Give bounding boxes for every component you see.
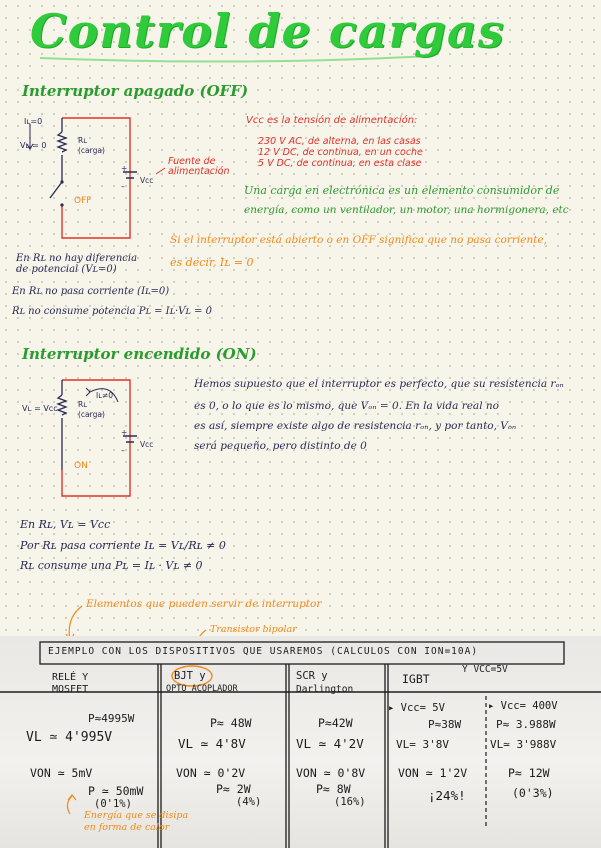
section-on-heading: Interruptor encendido (ON) (22, 345, 257, 363)
vcc-line-2: 12 V DC, de continua, en un coche (258, 147, 423, 158)
off-note-3: En Rʟ no pasa corriente (Iʟ=0) (12, 286, 170, 297)
circuit-on-plus: + (121, 428, 128, 437)
col1-pct: (0'1%) (94, 798, 132, 810)
circuit-off-carga: (carga) (78, 146, 105, 155)
col4-p-b: P≈ 3.988W (496, 718, 556, 731)
col1-pon: P ≃ 50mW (88, 784, 144, 798)
col2-pon: P≈ 2W (216, 782, 251, 796)
vcc-definition: Vcc es la tensión de alimentación: (246, 115, 418, 126)
col2-name-1: BJT y (174, 670, 206, 682)
col1-von: VON ≃ 5mV (30, 766, 93, 780)
elements-annotation: Elementos que pueden servir de interruptor (86, 598, 322, 610)
col4-pct-a: ¡24%! (428, 788, 466, 803)
col4-pct-b: (0'3%) (512, 786, 554, 800)
col4-vcc-a: ▸ Vcc= 5V (388, 702, 445, 714)
carga-definition-1: Una carga en electrónica es un elemento consumidor de (244, 184, 560, 197)
col4-name: IGBT (402, 672, 430, 686)
circuit-on-vl: Vʟ = Vᴄᴄ (22, 404, 58, 413)
off-note-2: de potencial (Vʟ=0) (16, 264, 117, 275)
vcc-line-1: 230 V AC, de alterna, en las casas (258, 136, 421, 147)
table-header-2: Y VCC=5V (462, 664, 508, 675)
ideal-note-4: será pequeño, pero distinto de 0 (194, 440, 367, 452)
col2-p: P≈ 48W (210, 716, 252, 730)
circuit-off-plus: + (121, 164, 128, 173)
on-note-1: En Rʟ, Vʟ = Vcc (20, 518, 111, 531)
circuit-off-il: Iʟ=0 (24, 117, 43, 126)
off-note-4: Rʟ no consume potencia Pʟ = Iʟ·Vʟ = 0 (12, 306, 212, 317)
circuit-off-vl: Vʟ = 0 (20, 141, 47, 150)
fuente-note-2: alimentación (168, 166, 230, 177)
vcc-line-3: 5 V DC, de continua, en esta clase (258, 158, 422, 169)
energy-annotation-2: en forma de calor (84, 822, 170, 833)
col1-p: P≈4995W (88, 712, 135, 725)
ideal-note-1: Hemos supuesto que el interruptor es perfecto, que su resistencia rₒₙ (194, 378, 564, 390)
col4-p-a: P≈38W (428, 718, 462, 731)
circuit-on-il: Iʟ≠0 (96, 391, 114, 400)
col3-vl: VL ≃ 4'2V (296, 736, 364, 751)
open-switch-note-2: es decir, Iʟ = 0 (170, 256, 254, 269)
col2-von: VON ≃ 0'2V (176, 766, 246, 780)
col1-name-2: MOSFET (52, 684, 89, 695)
circuit-off-rl: Rʟ (78, 136, 88, 145)
table-photo (0, 636, 601, 848)
open-switch-note-1: Si el interruptor está abierto o en OFF significa que no pasa corriente, (170, 234, 547, 246)
col4-pon: P≈ 12W (508, 766, 550, 780)
circuit-on-switch-label: ON (74, 461, 88, 471)
circuit-on-vcc: Vᴄᴄ (140, 440, 154, 449)
section-off-heading: Interruptor apagado (OFF) (22, 82, 249, 100)
col2-pct: (4%) (236, 796, 262, 808)
circuit-off-switch-label: OFF (74, 196, 92, 206)
col3-pon: P≈ 8W (316, 782, 351, 796)
col4-vl-a: VL= 3'8V (396, 738, 449, 751)
col4-von: VON ≃ 1'2V (398, 766, 468, 780)
col3-von: VON ≃ 0'8V (296, 766, 366, 780)
col3-pct: (16%) (334, 796, 366, 808)
table-header: EJEMPLO CON LOS DISPOSITIVOS QUE USAREMOS (CALCULOS CON ION=10A) (48, 646, 479, 657)
ideal-note-2: es 0, o lo que es lo mismo, que Vₒₙ = 0. En la vida real no (194, 400, 499, 412)
page-title: Control de cargas (30, 4, 505, 58)
circuit-on-minus: – (121, 446, 125, 455)
col2-name-2: OPTO ACOPLADOR (166, 684, 238, 694)
col4-vcc-b: ▸ Vcc= 400V (488, 700, 558, 712)
col3-name-2: Darlington (296, 684, 354, 695)
on-note-3: Rʟ consume una Pʟ = Iʟ · Vʟ ≠ 0 (20, 559, 203, 572)
col3-name-1: SCR y (296, 670, 328, 682)
on-note-2: Por Rʟ pasa corriente Iʟ = Vʟ/Rʟ ≠ 0 (20, 539, 226, 552)
circuit-off-vcc: Vᴄᴄ (140, 176, 154, 185)
circuit-on-carga: (carga) (78, 410, 105, 419)
fuente-note-1: Fuente de (168, 156, 216, 167)
circuit-on-rl: Rʟ (78, 400, 88, 409)
circuit-off-minus: – (121, 182, 125, 191)
col1-name-1: RELÉ Y (52, 672, 89, 683)
col1-vl: VL ≃ 4'995V (26, 730, 113, 745)
col2-vl: VL ≃ 4'8V (178, 736, 246, 751)
off-note-1: En Rʟ no hay diferencia (16, 253, 138, 264)
ideal-note-3: es así, siempre existe algo de resistencia rₒₙ, y por tanto, Vₒₙ (194, 420, 517, 432)
transistor-annotation: Transistor bipolar (210, 624, 297, 635)
carga-definition-2: energía, como un ventilador, un motor, una hormigonera, etc (244, 204, 569, 216)
col4-vl-b: VL≃ 3'988V (490, 738, 557, 751)
energy-annotation-1: Energía que se disipa (84, 810, 189, 821)
col3-p: P≈42W (318, 716, 353, 730)
